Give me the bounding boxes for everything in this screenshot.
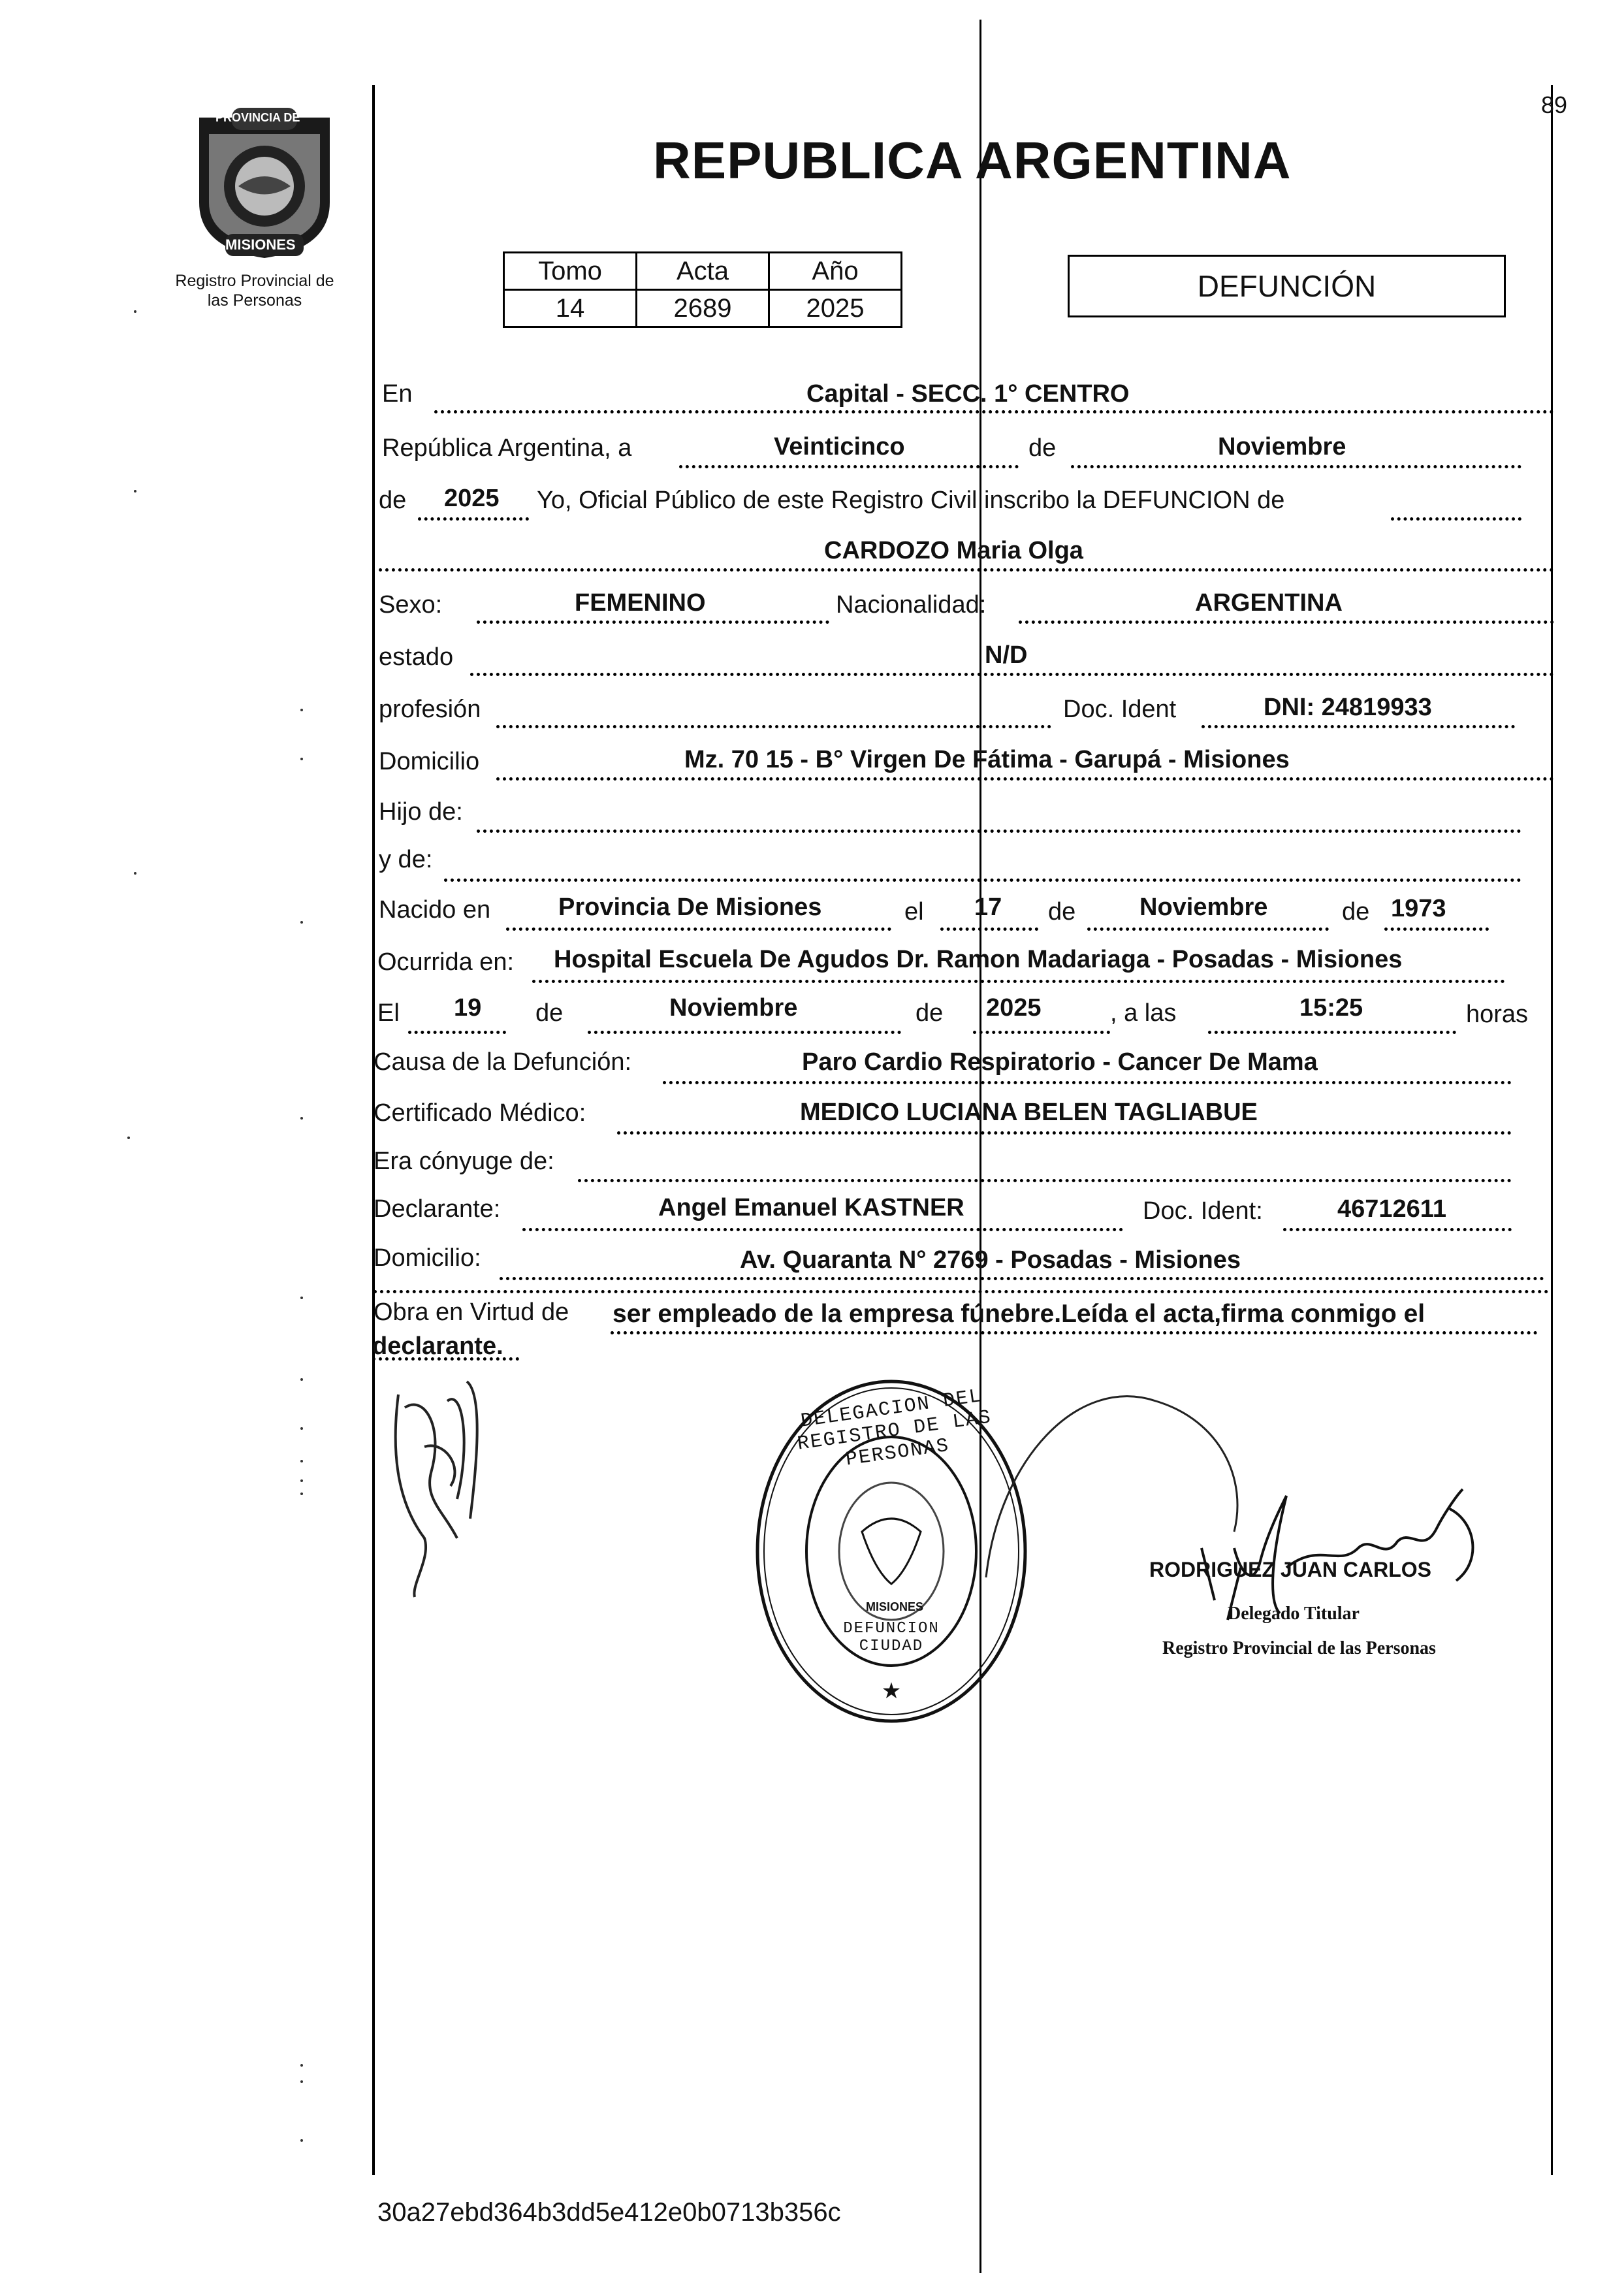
sexo-line [477,621,829,624]
death-year-line [973,1031,1110,1034]
official-signature [1188,1470,1502,1626]
nacido-value: Provincia De Misiones [558,894,822,921]
registry-caption-line2: las Personas [207,291,302,310]
doc-line [1202,725,1515,728]
day-line [679,465,1019,468]
birth-day: 17 [974,894,1002,921]
anio-value: 2025 [769,290,902,327]
death-day-line [408,1031,506,1034]
doc2-line [1283,1228,1512,1231]
obra-line [611,1331,1538,1334]
obra-top-line [374,1290,1549,1293]
table-row [504,290,902,327]
de6-label: de [915,999,944,1027]
nacionalidad-label: Nacionalidad: [836,591,987,619]
domicilio2-label: Domicilio: [374,1244,481,1272]
stamp-seal-text: MISIONES [865,1600,923,1613]
de4-label: de [1342,898,1370,926]
svg-text:★: ★ [881,1679,902,1703]
official-role: Delegado Titular [1228,1604,1360,1624]
birth-year: 1973 [1391,895,1446,922]
el2-label: El [377,999,400,1027]
horas-label: horas [1466,1001,1529,1028]
year-value: 2025 [444,485,500,512]
domicilio-label: Domicilio [379,748,480,775]
official-name: RODRIGUEZ JUAN CARLOS [1149,1558,1432,1581]
record-type: DEFUNCIÓN [1197,269,1377,303]
en-label: En [382,380,413,408]
certificado-line [617,1131,1512,1135]
birth-year-line [1384,928,1489,931]
official-registry: Registro Provincial de las Personas [1162,1638,1436,1658]
estado-label: estado [379,643,454,671]
death-time-line [1208,1031,1456,1034]
yde-label: y de: [379,846,433,873]
declarante-label: Declarante: [374,1195,501,1223]
de5-label: de [535,999,564,1027]
alas-label: , a las [1110,999,1177,1027]
declarant-signature [385,1368,516,1604]
logo-bottom-text: MISIONES [225,236,296,253]
day-word: Veinticinco [774,433,905,460]
certificado-value: MEDICO LUCIANA BELEN TAGLIABUE [800,1099,1258,1126]
obra-value-2: declarante. [372,1332,503,1360]
death-year: 2025 [986,994,1042,1022]
record-type-box [1068,255,1506,317]
estado-line [470,673,1554,676]
en-value: Capital - SECC. 1° CENTRO [806,380,1130,408]
causa-label: Causa de la Defunción: [374,1048,632,1076]
declarante-line [522,1228,1123,1231]
hijo-label: Hijo de: [379,798,463,826]
logo-top-text: PROVINCIA DE [215,111,300,124]
inscription-text: Yo, Oficial Público de este Registro Civil inscribo la DEFUNCION de [537,487,1285,514]
sexo-value: FEMENINO [575,589,706,617]
death-time: 15:25 [1299,994,1363,1022]
tomo-value: 14 [504,290,637,327]
hijo-line [477,830,1521,833]
doc2-value: 46712611 [1337,1195,1446,1223]
nacido-label: Nacido en [379,896,491,924]
profesion-label: profesión [379,696,481,723]
certificado-label: Certificado Médico: [374,1099,586,1127]
name-line [379,568,1554,572]
de2-label: de [379,487,407,514]
right-margin-line [1551,85,1553,2175]
left-margin-line [372,85,375,2175]
stamp-inner-text: DEFUNCION CIUDAD [843,1620,940,1655]
month-word: Noviembre [1218,433,1346,460]
obra-line-2 [372,1357,519,1361]
page-title: REPUBLICA ARGENTINA [653,131,1292,189]
center-fold-line [979,20,981,2273]
causa-line [663,1081,1512,1084]
acta-value: 2689 [637,290,769,327]
year-line [418,517,529,521]
declarante-value: Angel Emanuel KASTNER [658,1194,964,1221]
doc-value: DNI: 24819933 [1264,694,1432,721]
death-month: Noviembre [669,994,798,1022]
month-line [1071,465,1521,468]
estado-value: N/D [985,641,1028,669]
doc-label: Doc. Ident [1063,696,1177,723]
ocurrida-line [532,980,1505,983]
tomo-header: Tomo [504,253,637,290]
obra-label: Obra en Virtud de [374,1299,569,1326]
ocurrida-label: Ocurrida en: [377,948,515,976]
conyuge-line [578,1179,1512,1182]
record-table [503,251,902,328]
birth-day-line [940,928,1038,931]
acta-header: Acta [637,253,769,290]
domicilio-line [496,777,1554,781]
inscription-line [1391,517,1521,521]
conyuge-label: Era cónyuge de: [374,1148,554,1175]
domicilio-value: Mz. 70 15 - B° Virgen De Fátima - Garupá - Misiones [684,746,1290,773]
nacionalidad-line [1019,621,1554,624]
document-hash: 30a27ebd364b3dd5e412e0b0713b356c [377,2198,841,2227]
sexo-label: Sexo: [379,591,443,619]
birth-month: Noviembre [1139,894,1268,921]
death-month-line [588,1031,901,1034]
de3-label: de [1048,898,1076,926]
yde-line [444,879,1521,882]
republica-label: República Argentina, a [382,434,632,462]
anio-header: Año [769,253,902,290]
de1-label: de [1028,434,1057,462]
nacido-line [506,928,891,931]
nacionalidad-value: ARGENTINA [1195,589,1343,617]
domicilio2-line [500,1277,1544,1280]
stamp-ring-text: DELEGACION DEL REGISTRO DE LAS PERSONAS [796,1385,993,1472]
causa-value: Paro Cardio Respiratorio - Cancer De Mama [802,1048,1318,1076]
death-day: 19 [454,994,482,1022]
obra-value-1: ser empleado de la empresa fúnebre.Leída el acta,firma conmigo el [613,1300,1425,1328]
doc2-label: Doc. Ident: [1143,1197,1263,1225]
ocurrida-value: Hospital Escuela De Agudos Dr. Ramon Madariaga - Posadas - Misiones [554,946,1403,973]
el-label: el [904,898,924,926]
registry-caption-line1: Registro Provincial de [175,272,334,290]
registry-caption [144,271,366,310]
domicilio2-value: Av. Quaranta N° 2769 - Posadas - Misiones [740,1246,1241,1274]
table-row [504,253,902,290]
en-line [434,410,1554,413]
profesion-line [496,725,1051,728]
page-number: 89 [1541,91,1568,118]
birth-month-line [1087,928,1329,931]
deceased-name: CARDOZO Maria Olga [824,537,1083,564]
